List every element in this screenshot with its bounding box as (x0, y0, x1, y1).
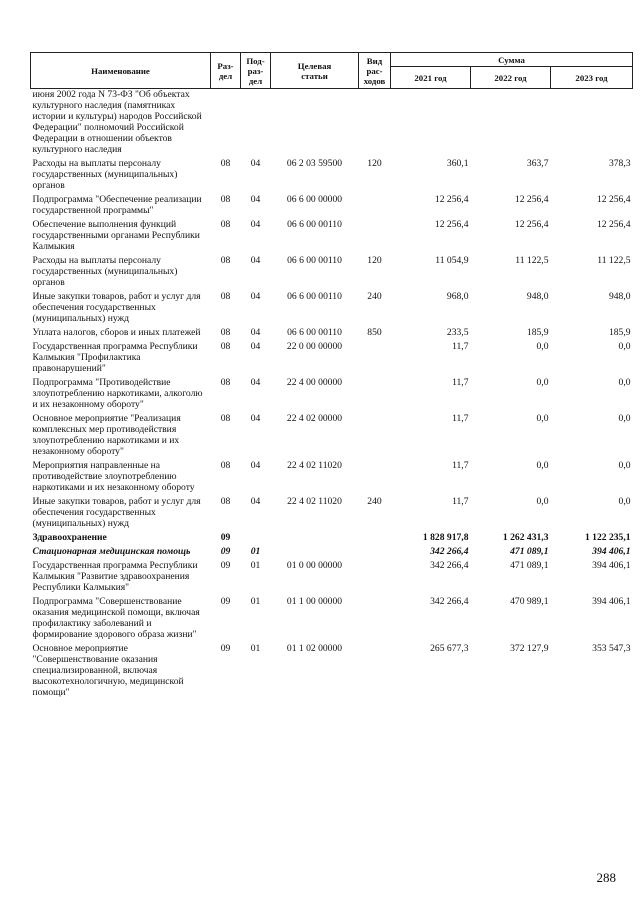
budget-table (30, 52, 633, 701)
cell-2023: 0,0 (618, 341, 631, 352)
cell-podrazdel (241, 532, 271, 546)
table-row (31, 255, 633, 291)
cell-2022: 471 089,1 (510, 560, 549, 571)
cell-razdel: 09 (220, 596, 231, 607)
cell-2023: 0,0 (618, 496, 631, 507)
cell-name: Государственная программа Республики Калмыкия "Развитие здравоохранения Республики Калмыкия" (32, 560, 198, 593)
cell-podrazdel: 04 (250, 460, 261, 471)
cell-2022: 470 989,1 (510, 596, 549, 607)
table-row (31, 596, 633, 643)
cell-vid (359, 341, 391, 377)
cell-2021: 12 256,4 (434, 194, 469, 205)
cell-podrazdel: 04 (250, 194, 261, 205)
cell-2022: 0,0 (536, 496, 549, 507)
cell-2022: 363,7 (526, 158, 549, 169)
cell-target: 22 4 02 00000 (286, 413, 343, 424)
cell-2022: 471 089,1 (510, 546, 549, 557)
cell-podrazdel (241, 89, 271, 159)
cell-podrazdel: 04 (250, 377, 261, 388)
cell-2022 (471, 89, 551, 159)
table-header (31, 53, 633, 89)
cell-razdel: 09 (220, 546, 231, 557)
cell-vid (359, 546, 391, 560)
cell-name: Расходы на выплаты персоналу государственных (муниципальных) органов (32, 158, 178, 191)
cell-2023: 378,3 (608, 158, 631, 169)
cell-2022: 12 256,4 (514, 194, 549, 205)
cell-2023: 394 406,1 (592, 560, 631, 571)
table-row (31, 460, 633, 496)
cell-2022: 1 262 431,3 (502, 532, 549, 543)
cell-2022: 0,0 (536, 413, 549, 424)
header-year-2022: 2022 год (471, 67, 551, 89)
cell-podrazdel: 04 (250, 413, 261, 424)
cell-razdel: 09 (220, 532, 231, 543)
table-row (31, 643, 633, 701)
cell-name: Здравоохранение (32, 532, 107, 543)
cell-razdel: 08 (220, 158, 231, 169)
cell-2023: 353 547,3 (592, 643, 631, 654)
cell-2021: 342 266,4 (430, 560, 469, 571)
header-razdel: Раз- дел (211, 53, 241, 89)
cell-razdel: 09 (220, 643, 231, 654)
cell-2023: 394 406,1 (592, 596, 631, 607)
cell-podrazdel: 04 (250, 496, 261, 507)
table-row (31, 194, 633, 219)
cell-vid (359, 219, 391, 255)
cell-2023: 11 122,5 (597, 255, 631, 266)
cell-razdel: 08 (220, 413, 231, 424)
table-row (31, 327, 633, 341)
cell-razdel: 08 (220, 291, 231, 302)
cell-2021: 11,7 (452, 460, 469, 471)
cell-target (271, 532, 359, 546)
cell-2021: 11,7 (452, 341, 469, 352)
cell-2021: 342 266,4 (430, 546, 469, 557)
table-row (31, 158, 633, 194)
cell-target: 22 4 02 11020 (287, 460, 342, 471)
cell-name: Иные закупки товаров, работ и услуг для обеспечения государственных (муниципальных) нужд (32, 291, 201, 324)
cell-name: Иные закупки товаров, работ и услуг для обеспечения государственных (муниципальных) нужд (32, 496, 201, 529)
cell-razdel: 08 (220, 460, 231, 471)
table-body (31, 89, 633, 702)
cell-razdel: 08 (220, 377, 231, 388)
cell-2022: 0,0 (536, 341, 549, 352)
cell-target: 22 4 02 11020 (287, 496, 342, 507)
header-year-2021: 2021 год (391, 67, 471, 89)
page-number: 288 (596, 870, 616, 885)
cell-name: Мероприятия направленные на противодействие злоупотреблению наркотиками и их незаконному обороту (32, 460, 195, 493)
cell-2022: 11 122,5 (515, 255, 549, 266)
cell-2022: 185,9 (526, 327, 549, 338)
cell-target: 06 6 00 00110 (287, 291, 342, 302)
cell-name: Стационарная медицинская помощь (32, 546, 191, 557)
cell-target: 01 1 02 00000 (286, 643, 343, 654)
cell-razdel: 08 (220, 341, 231, 352)
cell-2022: 0,0 (536, 460, 549, 471)
cell-razdel: 08 (220, 219, 231, 230)
cell-podrazdel: 04 (250, 291, 261, 302)
cell-podrazdel: 01 (250, 560, 261, 571)
cell-2023: 1 122 235,1 (584, 532, 631, 543)
cell-name: Расходы на выплаты персоналу государственных (муниципальных) органов (32, 255, 178, 288)
cell-2021: 11,7 (452, 377, 469, 388)
header-vid: Вид рас- ходов (359, 53, 391, 89)
cell-vid (359, 89, 391, 159)
cell-vid (359, 413, 391, 460)
cell-name: Основное мероприятие "Совершенствование оказания специализированной, включая высокотехнологичную, медицинской помощи" (32, 643, 184, 698)
cell-2022: 372 127,9 (510, 643, 549, 654)
cell-target: 06 6 00 00110 (287, 219, 342, 230)
cell-podrazdel: 01 (250, 643, 261, 654)
cell-target: 06 6 00 00110 (287, 327, 342, 338)
cell-2022: 948,0 (526, 291, 549, 302)
cell-podrazdel: 04 (250, 341, 261, 352)
cell-podrazdel: 04 (250, 327, 261, 338)
cell-2023: 948,0 (608, 291, 631, 302)
cell-2022: 0,0 (536, 377, 549, 388)
table-row (31, 532, 633, 546)
cell-razdel: 08 (220, 496, 231, 507)
header-name: Наименование (31, 53, 211, 89)
header-year-2023: 2023 год (551, 67, 633, 89)
table-row (31, 341, 633, 377)
table-row (31, 291, 633, 327)
cell-vid (359, 643, 391, 701)
cell-2023: 185,9 (608, 327, 631, 338)
cell-2022: 12 256,4 (514, 219, 549, 230)
budget-table-sheet (30, 52, 632, 701)
cell-name: Подпрограмма "Совершенствование оказания медицинской помощи, включая профилактику заболеваний и формирование здорового образа жизни" (32, 596, 200, 640)
cell-target (271, 89, 359, 159)
cell-vid: 240 (367, 291, 382, 302)
header-target: Целевая статьи (271, 53, 359, 89)
cell-vid (359, 560, 391, 596)
cell-target: 01 1 00 00000 (286, 596, 343, 607)
table-row (31, 413, 633, 460)
cell-vid: 120 (367, 158, 382, 169)
cell-2023: 0,0 (618, 413, 631, 424)
header-podrazdel: Под- раз- дел (241, 53, 271, 89)
cell-razdel: 08 (220, 194, 231, 205)
cell-target (271, 546, 359, 560)
cell-vid (359, 377, 391, 413)
cell-2021: 968,0 (446, 291, 469, 302)
cell-2023 (551, 89, 633, 159)
cell-razdel: 08 (220, 327, 231, 338)
cell-2023: 0,0 (618, 460, 631, 471)
cell-vid (359, 194, 391, 219)
cell-vid (359, 532, 391, 546)
cell-razdel: 09 (220, 560, 231, 571)
cell-podrazdel: 04 (250, 255, 261, 266)
cell-name: Государственная программа Республики Калмыкия "Профилактика правонарушений" (32, 341, 198, 374)
cell-name: Подпрограмма "Противодействие злоупотреблению наркотиками, алкоголю и их незаконному обороту" (32, 377, 203, 410)
table-row (31, 560, 633, 596)
cell-podrazdel: 01 (250, 546, 261, 557)
cell-podrazdel: 04 (250, 158, 261, 169)
cell-vid: 850 (367, 327, 382, 338)
cell-vid: 240 (367, 496, 382, 507)
cell-name: Подпрограмма "Обеспечение реализации государственной программы" (32, 194, 202, 216)
cell-name: Основное мероприятие "Реализация комплексных мер противодействия злоупотреблению наркотиками и их незаконному обороту" (32, 413, 181, 457)
cell-target: 22 0 00 00000 (286, 341, 343, 352)
table-row (31, 89, 633, 159)
cell-2021: 12 256,4 (434, 219, 469, 230)
cell-podrazdel: 01 (250, 596, 261, 607)
table-row (31, 496, 633, 532)
cell-vid (359, 460, 391, 496)
cell-target: 06 6 00 00110 (287, 255, 342, 266)
cell-2021: 1 828 917,8 (422, 532, 469, 543)
cell-target: 06 2 03 59500 (286, 158, 343, 169)
cell-name: Уплата налогов, сборов и иных платежей (32, 327, 201, 338)
cell-target: 06 6 00 00000 (286, 194, 343, 205)
cell-2023: 0,0 (618, 377, 631, 388)
cell-2021 (391, 89, 471, 159)
cell-2021: 342 266,4 (430, 596, 469, 607)
cell-2023: 12 256,4 (596, 219, 631, 230)
table-row (31, 546, 633, 560)
cell-2021: 11,7 (452, 496, 469, 507)
table-row (31, 377, 633, 413)
cell-vid (359, 596, 391, 643)
cell-2023: 12 256,4 (596, 194, 631, 205)
cell-2021: 11,7 (452, 413, 469, 424)
cell-target: 22 4 00 00000 (286, 377, 343, 388)
cell-vid: 120 (367, 255, 382, 266)
cell-target: 01 0 00 00000 (286, 560, 343, 571)
cell-2023: 394 406,1 (592, 546, 631, 557)
cell-2021: 233,5 (446, 327, 469, 338)
cell-razdel: 08 (220, 255, 231, 266)
cell-razdel (211, 89, 241, 159)
cell-2021: 360,1 (446, 158, 469, 169)
table-row (31, 219, 633, 255)
header-summa: Сумма (391, 53, 633, 67)
cell-name: Обеспечение выполнения функций государственными органами Республики Калмыкия (32, 219, 200, 252)
cell-2021: 11 054,9 (435, 255, 469, 266)
cell-name: июня 2002 года N 73-ФЗ "Об объектах культурного наследия (памятниках истории и культуры) народов Российской Федерации" полномочий Российской Федерации в отношении объектов культурного наследия (32, 89, 202, 155)
cell-podrazdel: 04 (250, 219, 261, 230)
cell-2021: 265 677,3 (430, 643, 469, 654)
